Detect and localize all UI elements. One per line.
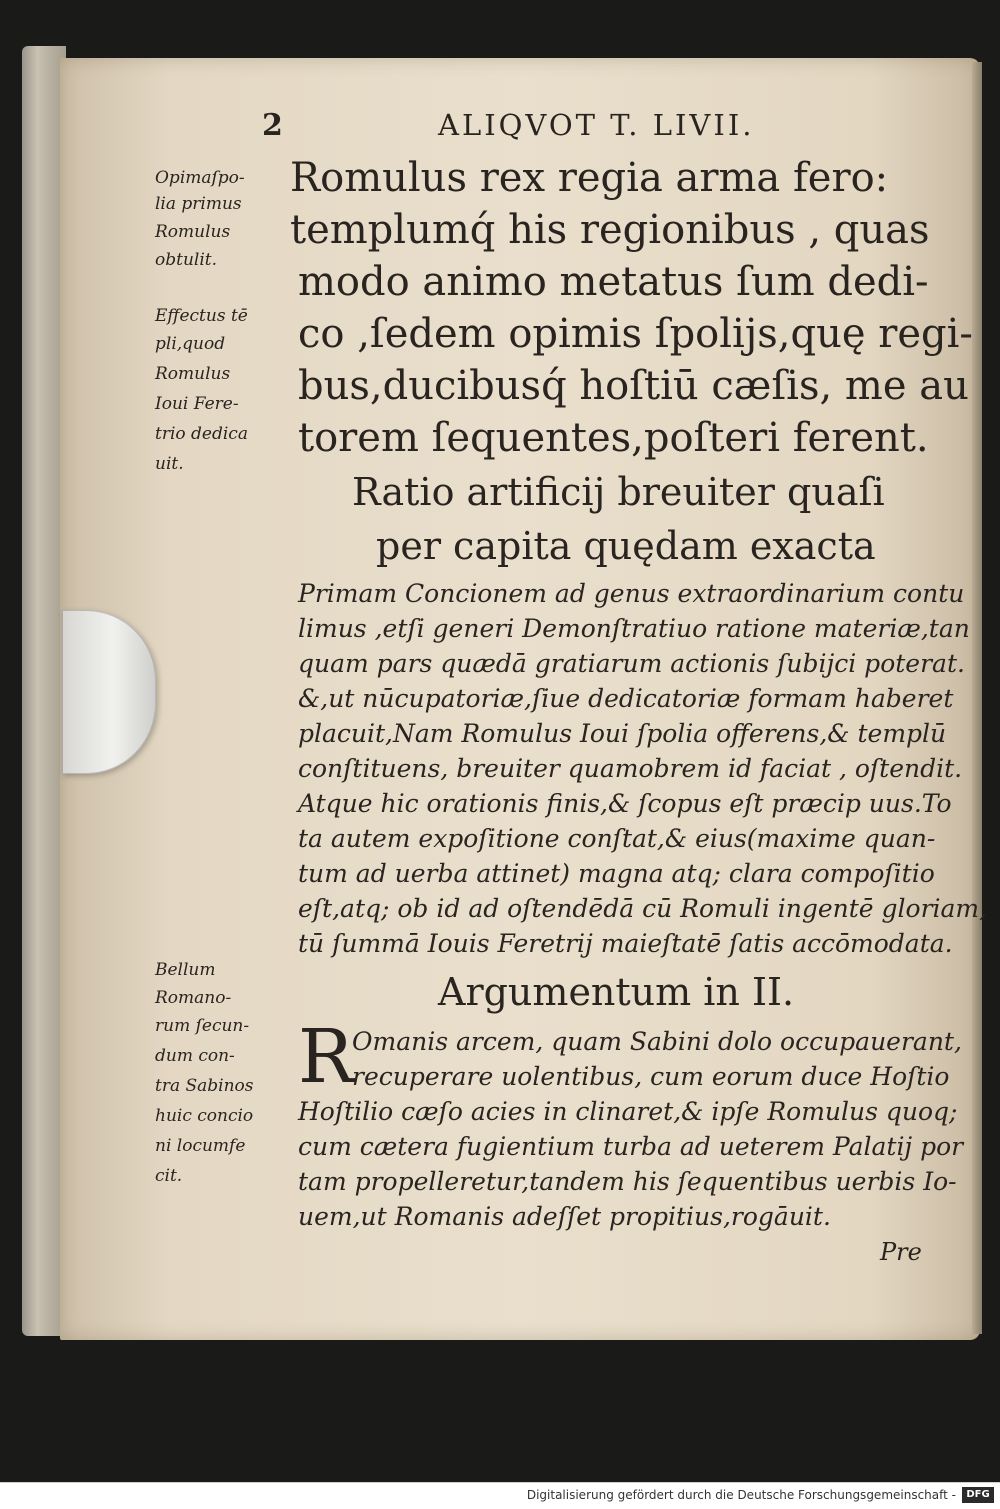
argument-line: cum cætera fugientium turba ad ueterem Palatij por	[298, 1132, 964, 1161]
marginal-note-line: Ioui Fere-	[155, 394, 239, 414]
ratio-heading-line: per capita quędam exacta	[376, 524, 876, 568]
marginal-note-line: uit.	[155, 454, 184, 474]
oration-line: bus,ducibusq́ hoſtiū cæſis, me au	[298, 363, 969, 409]
dfg-logo: DFG	[962, 1487, 994, 1503]
ratio-line: limus ,etſi generi Demonſtratiuo ratione materiæ,tan	[298, 614, 970, 643]
argument-heading: Argumentum in II.	[438, 970, 795, 1014]
marginal-note-line: trio dedica	[155, 424, 248, 444]
digitization-footer	[0, 1482, 1000, 1509]
marginal-note-line: Bellum	[155, 960, 216, 980]
marginal-note-line: Opimaſpo-	[155, 168, 245, 188]
argument-line: Omanis arcem, quam Sabini dolo occupauerant,	[352, 1027, 962, 1056]
oration-line: torem ſequentes,poſteri ferent.	[298, 415, 929, 461]
ratio-heading-line: Ratio artificij breuiter quaſi	[352, 470, 885, 514]
marginal-note-line: Romulus	[155, 222, 231, 242]
running-head: ALIQVOT T. LIVII.	[438, 108, 755, 142]
marginal-note-line: tra Sabinos	[155, 1076, 254, 1096]
marginal-note-line: lia primus	[155, 194, 242, 214]
marginal-note-line: dum con-	[155, 1046, 235, 1066]
marginal-note-line: Romano-	[155, 988, 232, 1008]
marginal-note-line: rum ſecun-	[155, 1016, 250, 1036]
argument-line: tam propelleretur,tandem his ſequentibus uerbis Io-	[298, 1167, 957, 1196]
argument-line: uem,ut Romanis adeſſet propitius,rogāuit.	[298, 1202, 831, 1231]
ratio-line: tum ad uerba attinet) magna atq; clara compoſitio	[298, 859, 935, 888]
marginal-note-line: obtulit.	[155, 250, 218, 270]
argument-line: Hoſtilio cæſo acies in clinaret,& ipſe Romulus quoq;	[298, 1097, 958, 1126]
footer-credit: Digitalisierung gefördert durch die Deutsche Forschungsgemeinschaft -	[526, 1488, 956, 1502]
oration-line: templumq́ his regionibus , quas	[290, 207, 930, 253]
drop-cap: R	[298, 1014, 354, 1100]
page-number: 2	[262, 108, 283, 143]
ratio-line: Primam Concionem ad genus extraordinarium contu	[298, 579, 965, 608]
ratio-line: &,ut nūcupatoriæ,ſiue dedicatoriæ formam haberet	[298, 684, 954, 713]
ratio-line: Atque hic orationis finis,& ſcopus eſt præcip uus.To	[298, 789, 952, 818]
marginal-note-line: Romulus	[155, 364, 231, 384]
ratio-line: eſt,atq; ob id ad oſtendēdā cū Romuli ingentē gloriam,	[298, 894, 988, 923]
marginal-note-line: pli,quod	[155, 334, 226, 354]
ratio-line: placuit,Nam Romulus Ioui ſpolia offerens,& templū	[298, 719, 947, 748]
marginal-note-line: Effectus tē	[155, 306, 248, 326]
ratio-line: ta autem expoſitione conſtat,& eius(maxime quan-	[298, 824, 936, 853]
oration-line: Romulus rex regia arma fero:	[290, 155, 889, 201]
oration-line: co ,ſedem opimis ſpolijs,quę regi-	[298, 311, 973, 357]
ratio-line: conſtituens, breuiter quamobrem id faciat , oſtendit.	[298, 754, 963, 783]
catchword: Pre	[880, 1238, 922, 1266]
ratio-line: quam pars quædā gratiarum actionis ſubijci poterat.	[298, 649, 965, 678]
marginal-note-line: cit.	[155, 1166, 183, 1186]
oration-line: modo animo metatus ſum dedi-	[298, 259, 929, 305]
page-right-edge	[972, 62, 982, 1334]
marginal-note-line: huic concio	[155, 1106, 254, 1126]
marginal-note-line: ni locumfe	[155, 1136, 246, 1156]
ratio-line: tū ſummā Iouis Feretrij maieſtatē ſatis accōmodata.	[298, 929, 953, 958]
argument-line: recuperare uolentibus, cum eorum duce Hoſtio	[352, 1062, 950, 1091]
